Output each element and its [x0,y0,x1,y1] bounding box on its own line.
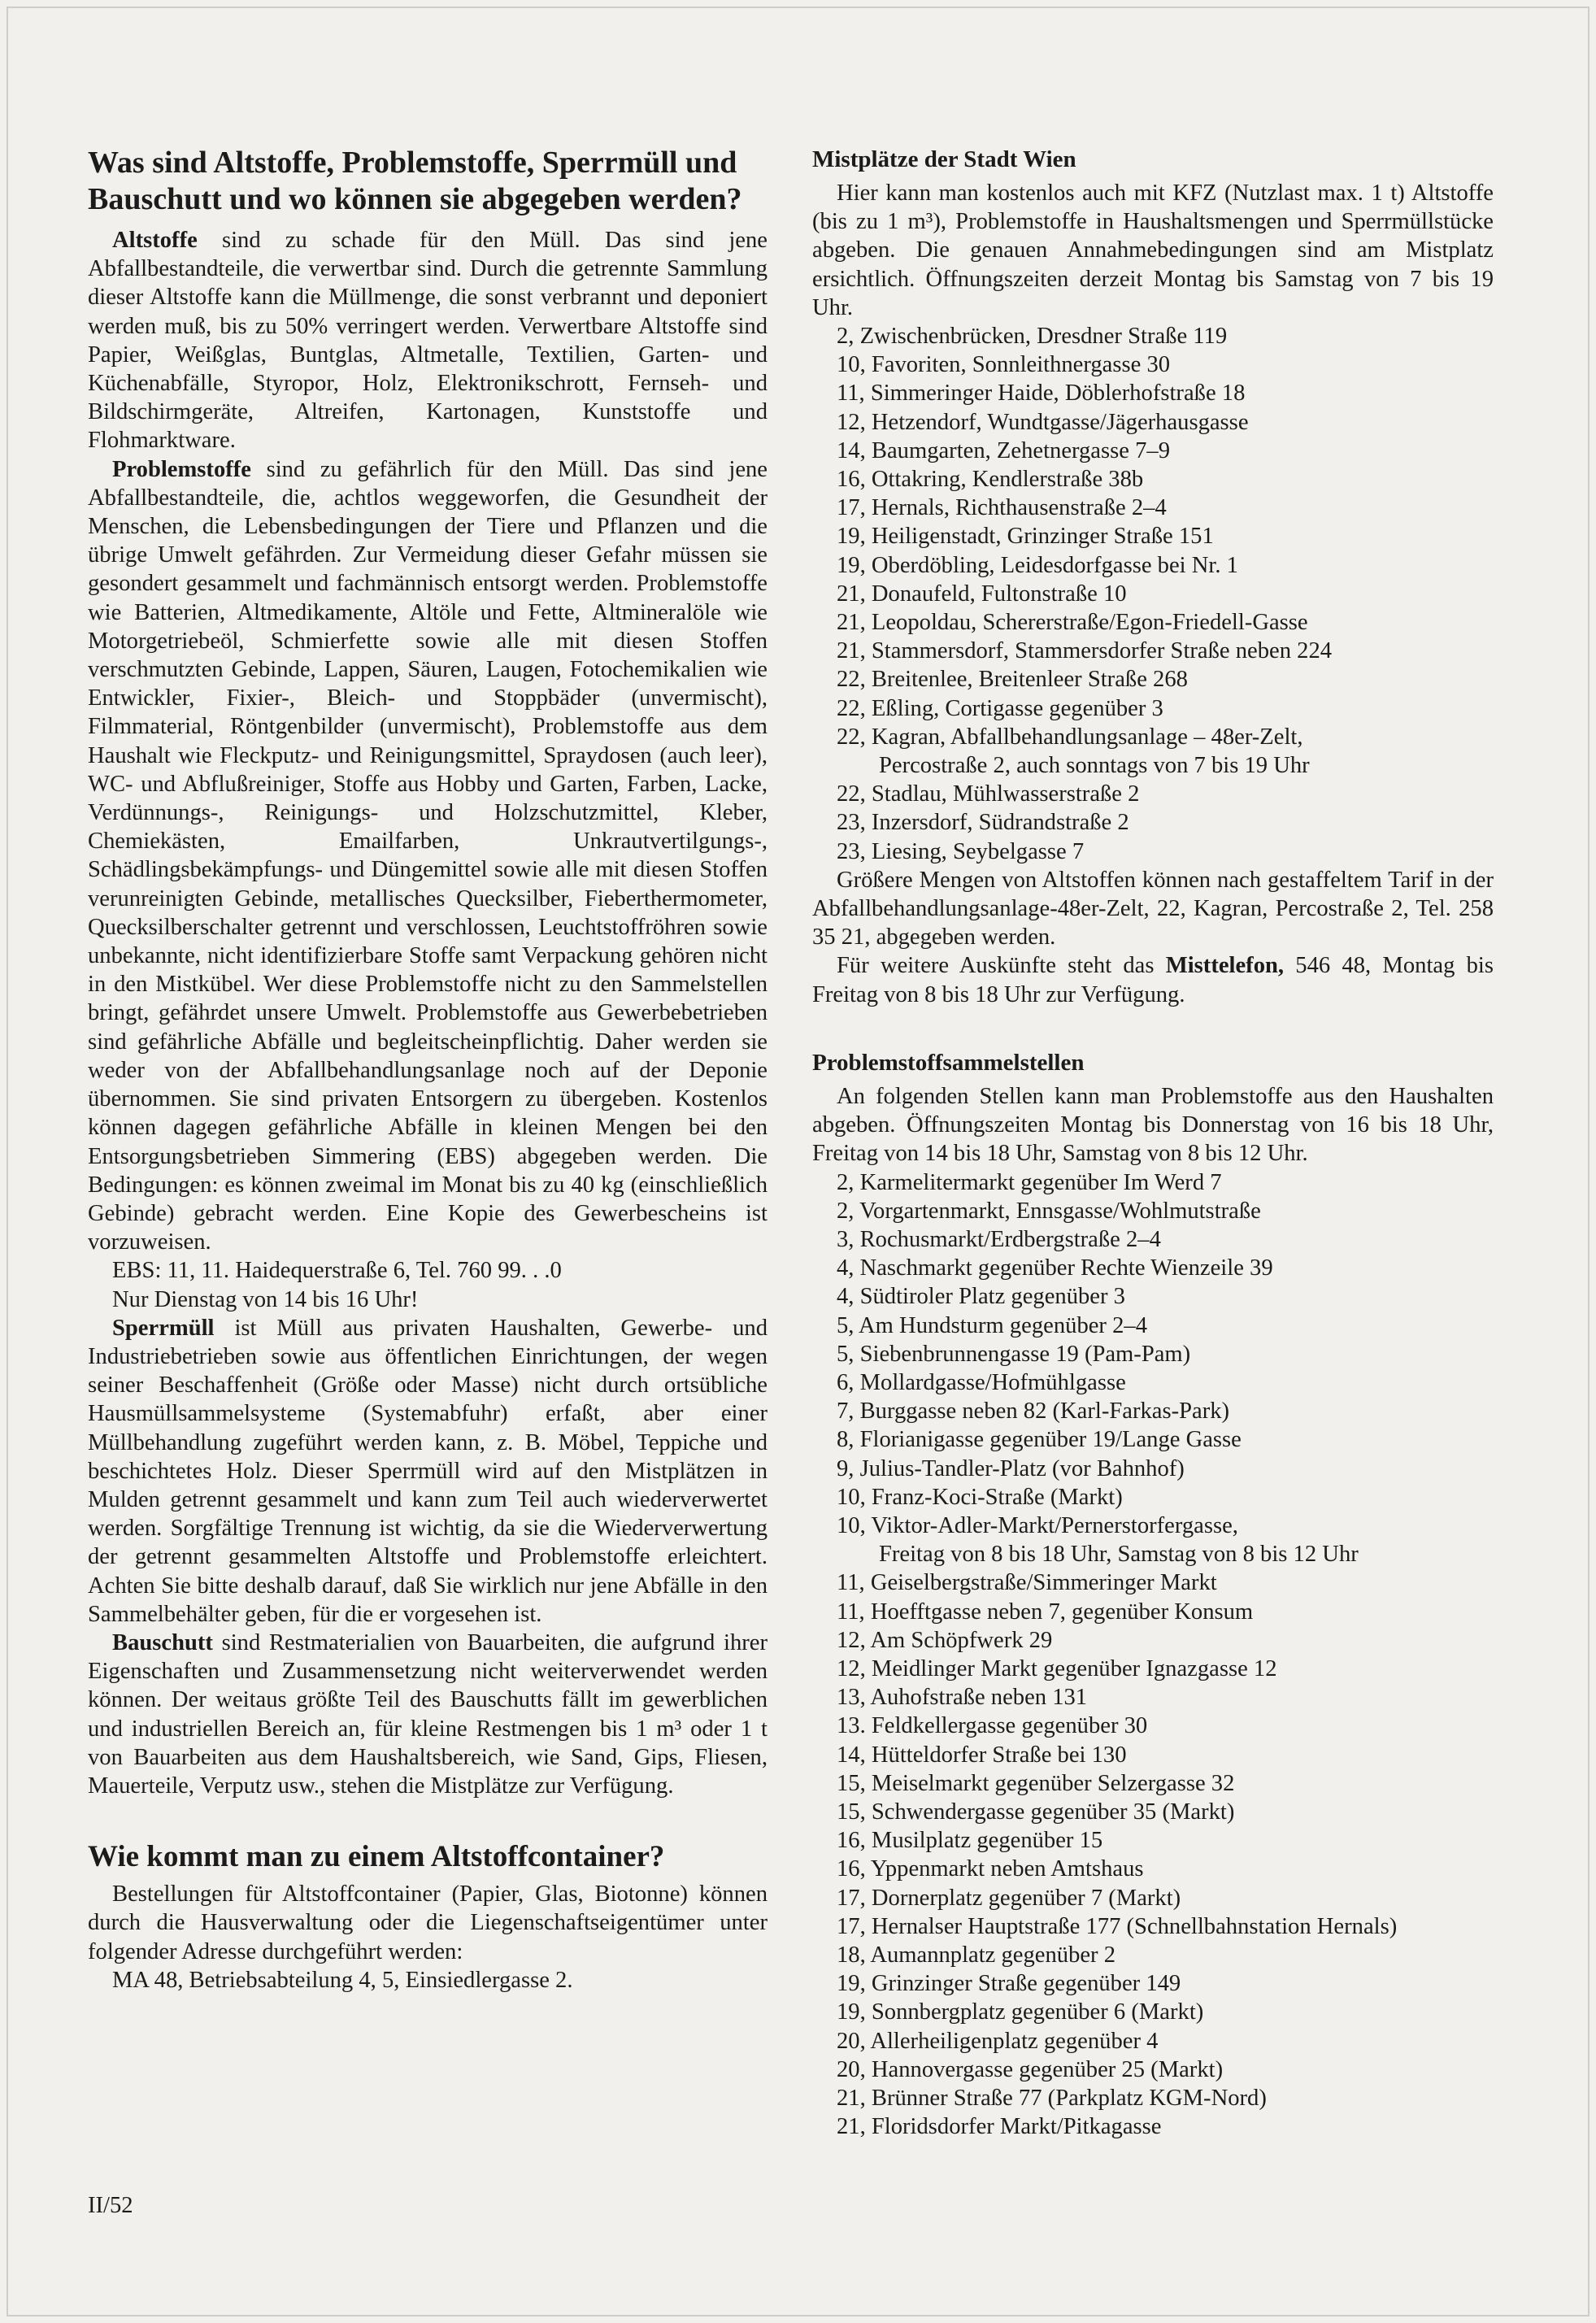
list-item: 8, Florianigasse gegenüber 19/Lange Gasse [837,1427,1242,1453]
list-item: 23, Inzersdorf, Südrandstraße 2 [837,810,1129,836]
list-item: 7, Burggasse neben 82 (Karl-Farkas-Park) [837,1399,1230,1425]
list-item: 14, Baumgarten, Zehetnergasse 7–9 [837,437,1170,463]
left-column [88,145,768,1995]
list-item: 15, Schwendergasse gegenüber 35 (Markt) [837,1799,1235,1825]
problemstoffe-text: sind zu gefährlich für den Müll. Das sind jene Abfallbestandteile, die, achtlos weggeworfen, die Gesundheit der Menschen, die Lebensbedingungen der Tiere und Pflanzen und die übrige Umwelt gefährden. Zur Vermeidung dieser Gefahr müssen sie gesondert gesammelt und fachmännisch entsorgt werden. Problemstoffe wie Batterien, Altmedikamente, Altöle und Fette, Altmineralöle wie Motorgetriebeöl, Schmierfette sowie alle mit diesen Stoffen verschmutzten Gebinde, Lappen, Säuren, Laugen, Fotochemikalien wie Entwickler, Fixier-, Bleich- und Stoppbäder (unvermischt), Filmmaterial, Röntgenbilder (unvermischt), Problemstoffe aus dem Haushalt wie Fleckputz- und Reinigungsmittel, Spraydosen (auch leer), WC- und Abflußreiniger, Stoffe aus Hobby und Garten, Farben, Lacke, Verdünnungs-, Reinigungs- und Holzschutzmittel, Kleber, Chemiekästen, Emailfarben, Unkrautvertilgungs-, Schädlingsbekämpfungs- und Düngemittel sowie alle mit diesen Stoffen verunreinigten Gebinde, metallisches Quecksilber, Fieberthermometer, Quecksilberschalter getrennt und verschlossen, Leuchtstoffröhren sowie unbekannte, nicht identifizierbare Stoffe samt Verpackung gehören nicht in den Mistkübel. Wer diese Problemstoffe nicht zu den Sammelstellen bringt, gefährdet unsere Umwelt. Problemstoffe aus Gewerbebetrieben sind gefährliche Abfälle und begleitscheinpflichtig. Daher werden sie weder von der Abfallbehandlungsanlage noch auf der Deponie übernommen. Sie sind privaten Entsorgern zu übergeben. Kostenlos können dagegen gefährliche Abfälle in kleinen Mengen bei den Entsorgungsbetrieben Simmering (EBS) abgegeben werden. Die Bedingungen: es können zweimal im Monat bis zu 40 kg (einschließlich Gebinde) gebracht werden. Eine Kopie des Gewerbescheins ist vorzuweisen. [88,456,768,1255]
list-item: 16, Musilplatz gegenüber 15 [837,1828,1103,1854]
list-item: 2, Karmelitermarkt gegenüber Im Werd 7 [837,1169,1222,1195]
list-item: 11, Simmeringer Haide, Döblerhofstraße 18 [837,381,1246,407]
main-heading: Was sind Altstoffe, Problemstoffe, Sperrmüll und Bauschutt und wo können sie abgegeben werden? [88,146,742,216]
list-item: 21, Donaufeld, Fultonstraße 10 [837,581,1127,607]
altstoffe-term: Altstoffe [112,228,198,253]
list-item: 12, Hetzendorf, Wundtgasse/Jägerhausgasse [837,409,1249,435]
list-item: 12, Am Schöpfwerk 29 [837,1627,1053,1653]
mistplaetze-heading: Mistplätze der Stadt Wien [812,146,1076,172]
list-item: 17, Dornerplatz gegenüber 7 (Markt) [837,1885,1181,1911]
list-item: 22, Eßling, Cortigasse gegenüber 3 [837,695,1163,721]
list-item: 10, Franz-Koci-Straße (Markt) [837,1484,1123,1510]
list-item: 2, Zwischenbrücken, Dresdner Straße 119 [837,324,1228,350]
list-item-continuation: Freitag von 8 bis 18 Uhr, Samstag von 8 bis 12 Uhr [879,1542,1359,1568]
list-item: 19, Oberdöbling, Leidesdorfgasse bei Nr. 1 [837,552,1238,578]
sammelstellen-intro: An folgenden Stellen kann man Problemstoffe aus den Haushalten abgeben. Öffnungszeiten Montag bis Donnerstag von 16 bis 18 Uhr, Freitag von 14 bis 18 Uhr, Samstag von 8 bis 12 Uhr. [812,1083,1494,1167]
list-item: 12, Meidlinger Markt gegenüber Ignazgasse 12 [837,1655,1277,1681]
sperrmuell-paragraph [88,1314,768,1629]
list-item: 22, Kagran, Abfallbehandlungsanlage – 48er-Zelt, [837,724,1303,750]
list-item: 16, Ottakring, Kendlerstraße 38b [837,467,1144,493]
list-item: 5, Am Hundsturm gegenüber 2–4 [837,1312,1147,1338]
list-item: 6, Mollardgasse/Hofmühlgasse [837,1369,1126,1395]
list-item: 21, Brünner Straße 77 (Parkplatz KGM-Nord) [837,2086,1267,2111]
list-item: 3, Rochusmarkt/Erdbergstraße 2–4 [837,1226,1161,1252]
list-item: 21, Floridsdorfer Markt/Pitkagasse [837,2114,1162,2140]
right-column [812,145,1494,2141]
list-item: 11, Geiselbergstraße/Simmeringer Markt [837,1570,1217,1596]
list-item: 10, Viktor-Adler-Markt/Pernerstorfergasse, [837,1512,1238,1538]
container-address: MA 48, Betriebsabteilung 4, 5, Einsiedlergasse 2. [112,1967,573,1993]
misttelefon-post: 546 48, Montag bis Freitag von 8 bis 18 Uhr zur Verfügung. [812,953,1494,1007]
misttelefon-pre: Für weitere Auskünfte steht das [837,953,1166,979]
list-item: 2, Vorgartenmarkt, Ennsgasse/Wohlmutstraße [837,1198,1261,1224]
list-item: 5, Siebenbrunnengasse 19 (Pam-Pam) [837,1341,1191,1367]
list-item: 23, Liesing, Seybelgasse 7 [837,838,1085,864]
list-item: 17, Hernals, Richthausenstraße 2–4 [837,495,1167,521]
list-item: 18, Aumannplatz gegenüber 2 [837,1942,1116,1968]
list-item: 17, Hernalser Hauptstraße 177 (Schnellbahnstation Hernals) [837,1913,1398,1939]
list-item: 21, Leopoldau, Schererstraße/Egon-Friedell-Gasse [837,610,1308,636]
list-item: 13, Auhofstraße neben 131 [837,1685,1088,1711]
sperrmuell-term: Sperrmüll [112,1315,215,1341]
list-item: 19, Heiligenstadt, Grinzinger Straße 151 [837,524,1214,550]
list-item: 14, Hütteldorfer Straße bei 130 [837,1742,1127,1768]
ebs-address: EBS: 11, 11. Haidequerstraße 6, Tel. 760 99. . .0 [112,1258,562,1284]
sammelstellen-list [812,1168,1494,2142]
sperrmuell-text: ist Müll aus privaten Haushalten, Gewerbe- und Industriebetrieben sowie aus öffentlichen Einrichtungen, der wegen seiner Beschaffenheit (Größe oder Masse) nicht durch ortsübliche Hausmüllsammelsysteme (Systemabfuhr) erfaßt, aber einer Müllbehandlung zugeführt werden kann, z. B. Möbel, Teppiche und beschichtetes Holz. Dieser Sperrmüll wird auf den Mistplätzen in Mulden getrennt gesammelt und kann zum Teil auch wiederverwertet werden. Sorgfältige Trennung ist wichtig, da sie die Wiederverwertung der getrennt gesammelten Altstoffe und Problemstoffe erleichtert. Achten Sie bitte deshalb darauf, daß Sie wirklich nur jene Abfälle in den Sammelbehälter geben, für die er vorgesehen ist. [88,1315,768,1627]
misttelefon-term: Misttelefon, [1165,953,1285,979]
list-item: 10, Favoriten, Sonnleithnergasse 30 [837,352,1171,378]
list-item: 21, Stammersdorf, Stammersdorfer Straße neben 224 [837,638,1333,664]
problemstoffe-paragraph [88,455,768,1257]
altstoffe-text: sind zu schade für den Müll. Das sind jene Abfallbestandteile, die verwertbar sind. Durch die getrennte Sammlung dieser Altstoffe kann die Müllmenge, die sonst verbrannt und deponiert werden muß, bis zu 50% verringert werden. Verwertbare Altstoffe sind Papier, Weißglas, Buntglas, Altmetalle, Textilien, Garten- und Küchenabfälle, Styropor, Holz, Elektronikschrott, Fernseh- und Bildschirmgeräte, Altreifen, Kartonagen, Kunststoffe und Flohmarktware. [88,228,768,454]
container-paragraph: Bestellungen für Altstoffcontainer (Papier, Glas, Biotonne) können durch die Hausverwaltung oder die Liegenschaftseigentümer unter folgender Adresse durchgeführt werden: [88,1881,768,1964]
list-item: 19, Sonnbergplatz gegenüber 6 (Markt) [837,1999,1204,2025]
list-item: 9, Julius-Tandler-Platz (vor Bahnhof) [837,1455,1185,1481]
list-item: 15, Meiselmarkt gegenüber Selzergasse 32 [837,1770,1235,1796]
misttelefon-paragraph [812,951,1494,1008]
problemstoffe-term: Problemstoffe [112,456,251,482]
mistplaetze-list [812,322,1494,866]
section-gap [812,1009,1494,1048]
list-item: 13. Feldkellergasse gegenüber 30 [837,1713,1148,1739]
groessere-mengen-paragraph: Größere Mengen von Altstoffen können nach gestaffeltem Tarif in der Abfallbehandlungsanlage-48er-Zelt, 22, Kagran, Percostraße 2, Tel. 258 35 21, abgegeben werden. [812,867,1494,951]
container-heading: Wie kommt man zu einem Altstoffcontainer? [88,1840,665,1874]
bauschutt-term: Bauschutt [112,1629,213,1655]
list-item: 19, Grinzinger Straße gegenüber 149 [837,1971,1181,1997]
bauschutt-paragraph [88,1629,768,1800]
list-item: 4, Naschmarkt gegenüber Rechte Wienzeile 39 [837,1255,1273,1281]
list-item: 22, Breitenlee, Breitenleer Straße 268 [837,667,1188,693]
list-item: 11, Hoefftgasse neben 7, gegenüber Konsum [837,1599,1254,1625]
list-item: 22, Stadlau, Mühlwasserstraße 2 [837,781,1140,807]
list-item: 16, Yppenmarkt neben Amtshaus [837,1856,1144,1882]
page-number: II/52 [88,2193,133,2218]
altstoffe-paragraph [88,226,768,455]
sammelstellen-heading: Problemstoffsammelstellen [812,1049,1085,1076]
list-item: 20, Allerheiligenplatz gegenüber 4 [837,2028,1159,2054]
list-item: 20, Hannovergasse gegenüber 25 (Markt) [837,2056,1224,2082]
list-item-continuation: Percostraße 2, auch sonntags von 7 bis 19 Uhr [879,753,1310,779]
mistplaetze-intro: Hier kann man kostenlos auch mit KFZ (Nutzlast max. 1 t) Altstoffe (bis zu 1 m³), Problemstoffe in Haushaltsmengen und Sperrmüllstücke abgeben. Die genauen Annahmebedingungen sind am Mistplatz ersichtlich. Öffnungszeiten derzeit Montag bis Samstag von 7 bis 19 Uhr. [812,181,1494,320]
list-item: 4, Südtiroler Platz gegenüber 3 [837,1284,1125,1310]
ebs-hours: Nur Dienstag von 14 bis 16 Uhr! [112,1286,419,1312]
bauschutt-text: sind Restmaterialien von Bauarbeiten, die aufgrund ihrer Eigenschaften und Zusammensetzung nicht weiterverwendet werden können. Der weitaus größte Teil des Bauschutts fällt im gewerblichen und industriellen Bereich an, für kleine Restmengen bis 1 m³ oder 1 t von Bauarbeiten aus dem Haushaltsbereich, wie Sand, Gips, Fliesen, Mauerteile, Verputz usw., stehen die Mistplätze zur Verfügung. [88,1629,768,1799]
